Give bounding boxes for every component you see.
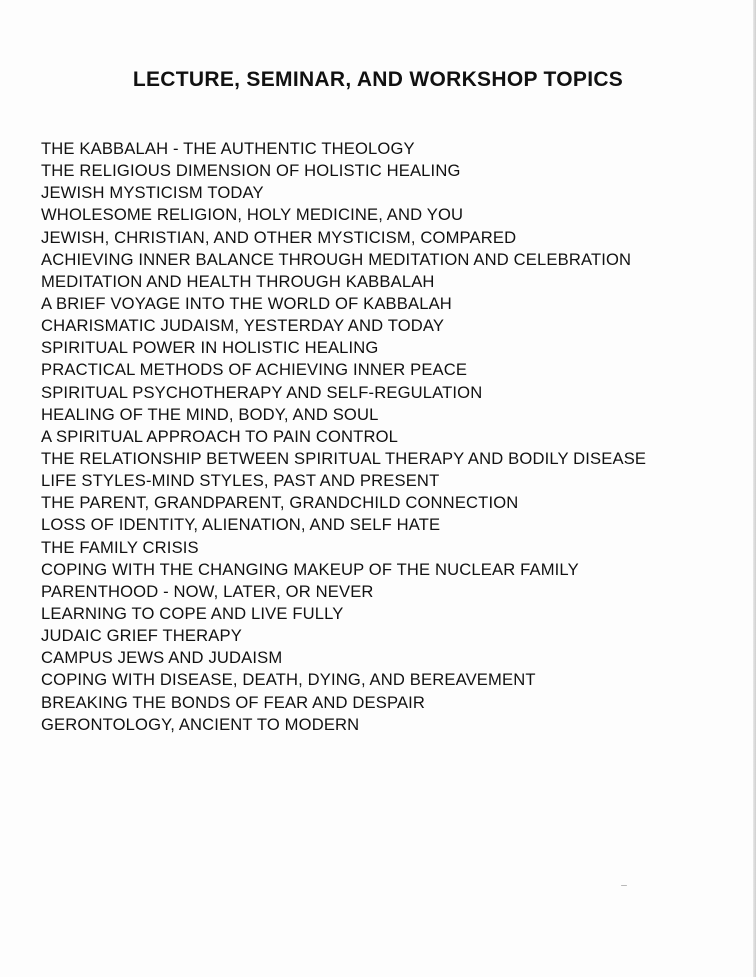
topic-item: JEWISH, CHRISTIAN, AND OTHER MYSTICISM, COMPARED bbox=[41, 227, 517, 247]
scan-speck bbox=[621, 885, 627, 886]
topic-item: A BRIEF VOYAGE INTO THE WORLD OF KABBALAH bbox=[41, 293, 452, 313]
topic-item: LIFE STYLES-MIND STYLES, PAST AND PRESENT bbox=[41, 471, 440, 491]
topic-item: THE RELIGIOUS DIMENSION OF HOLISTIC HEALING bbox=[41, 161, 461, 181]
topic-item: PARENTHOOD - NOW, LATER, OR NEVER bbox=[41, 581, 374, 601]
topic-item: CAMPUS JEWS AND JUDAISM bbox=[41, 648, 283, 668]
topic-list bbox=[41, 138, 646, 736]
topic-item: PRACTICAL METHODS OF ACHIEVING INNER PEACE bbox=[41, 360, 468, 380]
topic-item: LEARNING TO COPE AND LIVE FULLY bbox=[41, 603, 344, 623]
topic-item: JUDAIC GRIEF THERAPY bbox=[41, 626, 242, 646]
topic-item: A SPIRITUAL APPROACH TO PAIN CONTROL bbox=[41, 426, 399, 446]
topic-item: CHARISMATIC JUDAISM, YESTERDAY AND TODAY bbox=[41, 316, 445, 336]
topic-item: THE RELATIONSHIP BETWEEN SPIRITUAL THERAPY AND BODILY DISEASE bbox=[41, 448, 647, 468]
topic-item: SPIRITUAL PSYCHOTHERAPY AND SELF-REGULATION bbox=[41, 382, 483, 402]
topic-item: COPING WITH DISEASE, DEATH, DYING, AND BEREAVEMENT bbox=[41, 670, 536, 690]
topic-item: MEDITATION AND HEALTH THROUGH KABBALAH bbox=[41, 271, 435, 291]
page-title: LECTURE, SEMINAR, AND WORKSHOP TOPICS bbox=[132, 68, 624, 91]
topic-item: BREAKING THE BONDS OF FEAR AND DESPAIR bbox=[41, 692, 426, 712]
topic-item: GERONTOLOGY, ANCIENT TO MODERN bbox=[41, 714, 360, 734]
topic-item: HEALING OF THE MIND, BODY, AND SOUL bbox=[41, 404, 379, 424]
topic-item: COPING WITH THE CHANGING MAKEUP OF THE NUCLEAR FAMILY bbox=[41, 559, 579, 579]
topic-item: THE PARENT, GRANDPARENT, GRANDCHILD CONNECTION bbox=[41, 493, 519, 513]
topic-item: WHOLESOME RELIGION, HOLY MEDICINE, AND YOU bbox=[41, 205, 464, 225]
topic-item: THE FAMILY CRISIS bbox=[41, 537, 199, 557]
topic-item: SPIRITUAL POWER IN HOLISTIC HEALING bbox=[41, 338, 379, 358]
topic-item: ACHIEVING INNER BALANCE THROUGH MEDITATION AND CELEBRATION bbox=[41, 249, 632, 269]
topic-item: LOSS OF IDENTITY, ALIENATION, AND SELF HATE bbox=[41, 515, 441, 535]
topic-item: JEWISH MYSTICISM TODAY bbox=[41, 183, 264, 203]
topic-item: THE KABBALAH - THE AUTHENTIC THEOLOGY bbox=[41, 139, 415, 158]
